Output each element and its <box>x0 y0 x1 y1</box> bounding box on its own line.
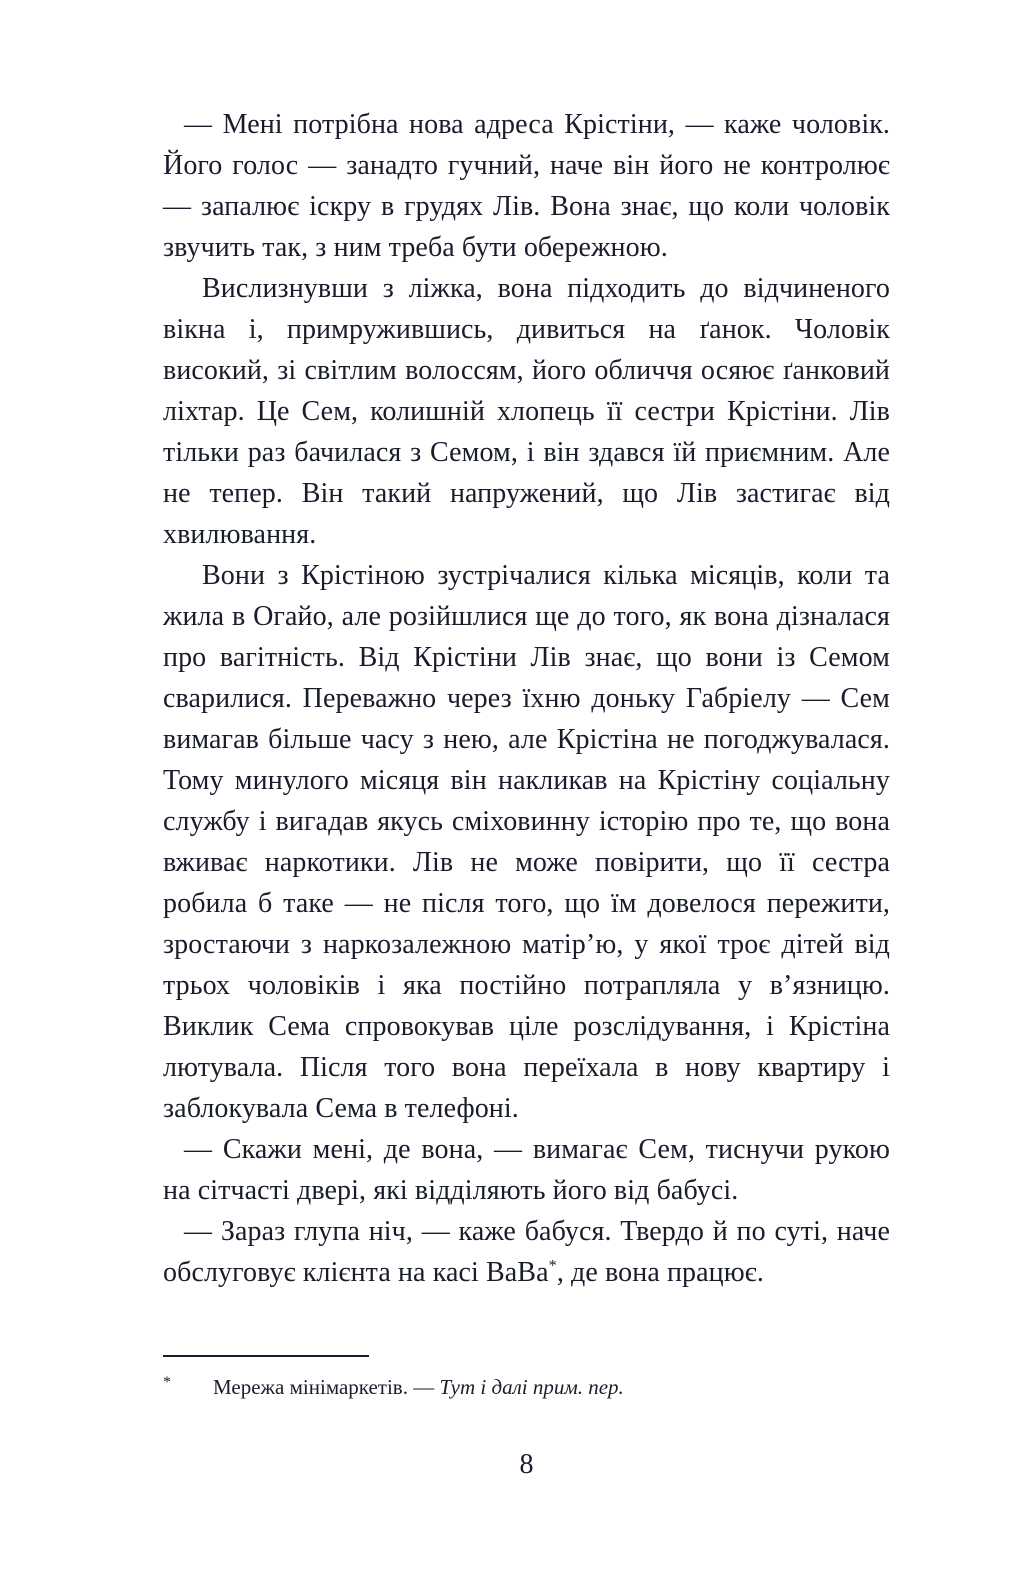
footnote-area <box>163 1355 890 1401</box>
paragraph-narration-1: Вислизнувши з ліжка, вона підходить до відчиненого вікна і, примружившись, дивиться на ґанок. Чоловік високий, зі світлим волоссям, його обличчя осяює ґанковий ліхтар. Це Сем, колишній хлопець її сестри Крістіни. Лів тільки раз бачилася з Семом, і він здався їй приємним. Але не тепер. Він такий напружений, що Лів застигає від хвилювання. <box>163 273 890 550</box>
text-block <box>163 104 890 1481</box>
footnote-marker: * <box>163 1374 171 1391</box>
footnote-translator-note: Тут і далі прим. пер. <box>439 1375 624 1399</box>
paragraph-dialogue-3-text-after: , де вона працює. <box>556 1257 764 1288</box>
paragraph-dialogue-3 <box>163 1211 890 1293</box>
paragraph-narration-2: Вони з Крістіною зустрічалися кілька місяців, коли та жила в Огайо, але розійшлися ще до того, як вона дізналася про вагітність. Від Крістіни Лів знає, що вони із Семом сварилися. Переважно через їхню доньку Габріелу — Сем вимагав більше часу з нею, але Крістіна не погоджувалася. Тому минулого місяця він накликав на Крістіну соціальну службу і вигадав якусь сміховинну історію про те, що вона вживає наркотики. Лів не може повірити, що її сестра робила б таке — не після того, що їм довелося пережити, зростаючи з наркозалежною матір’ю, у якої троє дітей від трьох чоловіків і яка постійно потрапляла у в’язницю. Виклик Сема спровокував ціле розслідування, і Крістіна лютувала. Після того вона переїхала в нову квартиру і заблокувала Сема в телефоні. <box>163 560 890 1124</box>
page-number: 8 <box>519 1449 534 1480</box>
footnote-text: Мережа мінімаркетів. — <box>213 1375 440 1399</box>
paragraph-dialogue-3-text: — Зараз глупа ніч, — каже бабуся. Твердо й по суті, наче обслуговує клієнта на касі ВаВа <box>163 1216 890 1288</box>
footnote <box>163 1373 890 1401</box>
footnote-divider-rule <box>163 1355 369 1357</box>
paragraph-dialogue-2: — Скажи мені, де вона, — вимагає Сем, тиснучи рукою на сітчасті двері, які відділяють його від бабусі. <box>163 1134 890 1206</box>
footnote-reference-asterisk: * <box>548 1256 557 1275</box>
paragraph-dialogue-1: — Мені потрібна нова адреса Крістіни, — каже чоловік. Його голос — занадто гучний, наче він його не контролює — запалює іскру в грудях Лів. Вона знає, що коли чоловік звучить так, з ним треба бути обережною. <box>163 109 890 263</box>
